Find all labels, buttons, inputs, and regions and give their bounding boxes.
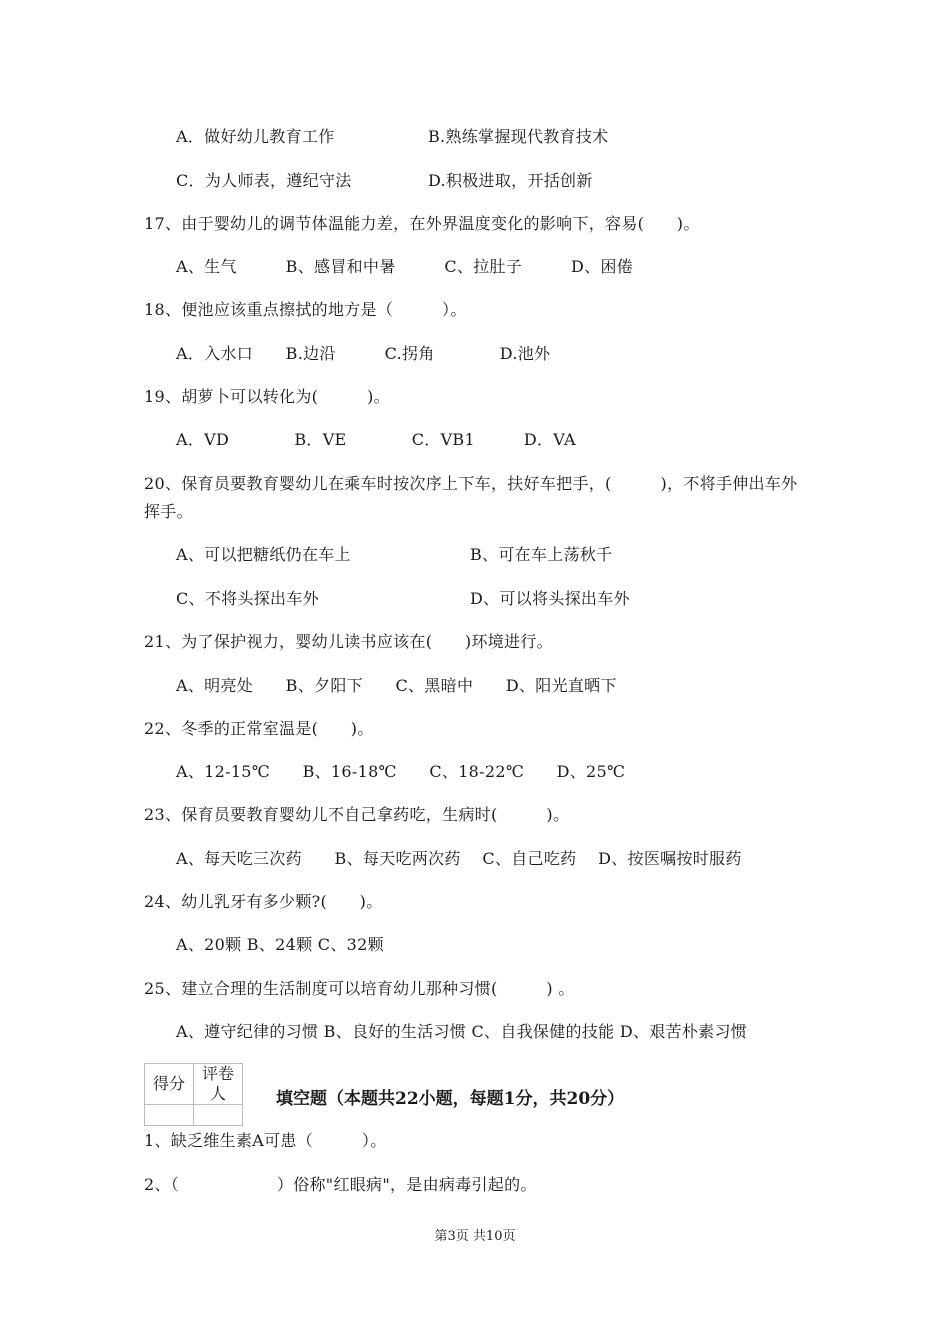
grader-header: 评卷人: [194, 1064, 243, 1105]
q16-option-c: C．为人师表，遵纪守法: [176, 171, 352, 190]
page-footer: 第3页 共10页: [434, 1229, 516, 1244]
q16-option-d: D.积极进取，开括创新: [428, 171, 593, 190]
question-22: 22、冬季的正常室温是( )。: [144, 719, 374, 738]
section-title: 填空题（本题共22小题，每题1分，共20分）: [276, 1089, 625, 1109]
question-18: 18、便池应该重点擦拭的地方是（ ）。: [144, 300, 467, 319]
question-18-options: A．入水口 B.边沿 C.拐角 D.池外: [176, 344, 551, 363]
question-25: 25、建立合理的生活制度可以培育幼儿那种习惯( ) 。: [144, 979, 575, 998]
q16-option-a: A．做好幼儿教育工作: [176, 127, 335, 146]
score-table: [144, 1063, 243, 1126]
grader-cell: [194, 1105, 243, 1126]
question-21: 21、为了保护视力，婴幼儿读书应该在( )环境进行。: [144, 632, 553, 651]
question-25-options: A、遵守纪律的习惯 B、良好的生活习惯 C、自我保健的技能 D、艰苦朴素习惯: [176, 1022, 748, 1041]
question-23: 23、保育员要教育婴幼儿不自己拿药吃，生病时( )。: [144, 805, 570, 824]
question-20-option-b: B、可在车上荡秋千: [470, 545, 613, 564]
question-20-continued: 挥手。: [144, 502, 193, 521]
question-23-options: A、每天吃三次药 B、每天吃两次药 C、自己吃药 D、按医嘱按时服药: [176, 849, 742, 868]
question-19: 19、胡萝卜可以转化为( )。: [144, 387, 390, 406]
score-header: 得分: [145, 1064, 194, 1105]
question-22-options: A、12-15℃ B、16-18℃ C、18-22℃ D、25℃: [176, 762, 626, 781]
fill-question-1: 1、缺乏维生素A可患（ ）。: [144, 1131, 387, 1150]
score-cell: [145, 1105, 194, 1126]
question-19-options: A．VD B．VE C．VB1 D．VA: [176, 430, 576, 449]
question-24-options: A、20颗 B、24颗 C、32颗: [176, 935, 384, 954]
question-20-option-c: C、不将头探出车外: [176, 589, 319, 608]
question-17-options: A、生气 B、感冒和中暑 C、拉肚子 D、困倦: [176, 257, 634, 276]
fill-question-2: 2、（ ）俗称"红眼病"，是由病毒引起的。: [144, 1175, 537, 1194]
question-17: 17、由于婴幼儿的调节体温能力差，在外界温度变化的影响下，容易( )。: [144, 214, 700, 233]
question-21-options: A、明亮处 B、夕阳下 C、黑暗中 D、阳光直晒下: [176, 676, 617, 695]
question-20: 20、保育员要教育婴幼儿在乘车时按次序上下车，扶好车把手，( )，不将手伸出车外: [144, 474, 798, 493]
question-20-option-d: D、可以将头探出车外: [470, 589, 630, 608]
q16-option-b: B.熟练掌握现代教育技术: [428, 127, 609, 146]
question-20-option-a: A、可以把糖纸仍在车上: [176, 545, 351, 564]
question-24: 24、幼儿乳牙有多少颗?( )。: [144, 892, 383, 911]
